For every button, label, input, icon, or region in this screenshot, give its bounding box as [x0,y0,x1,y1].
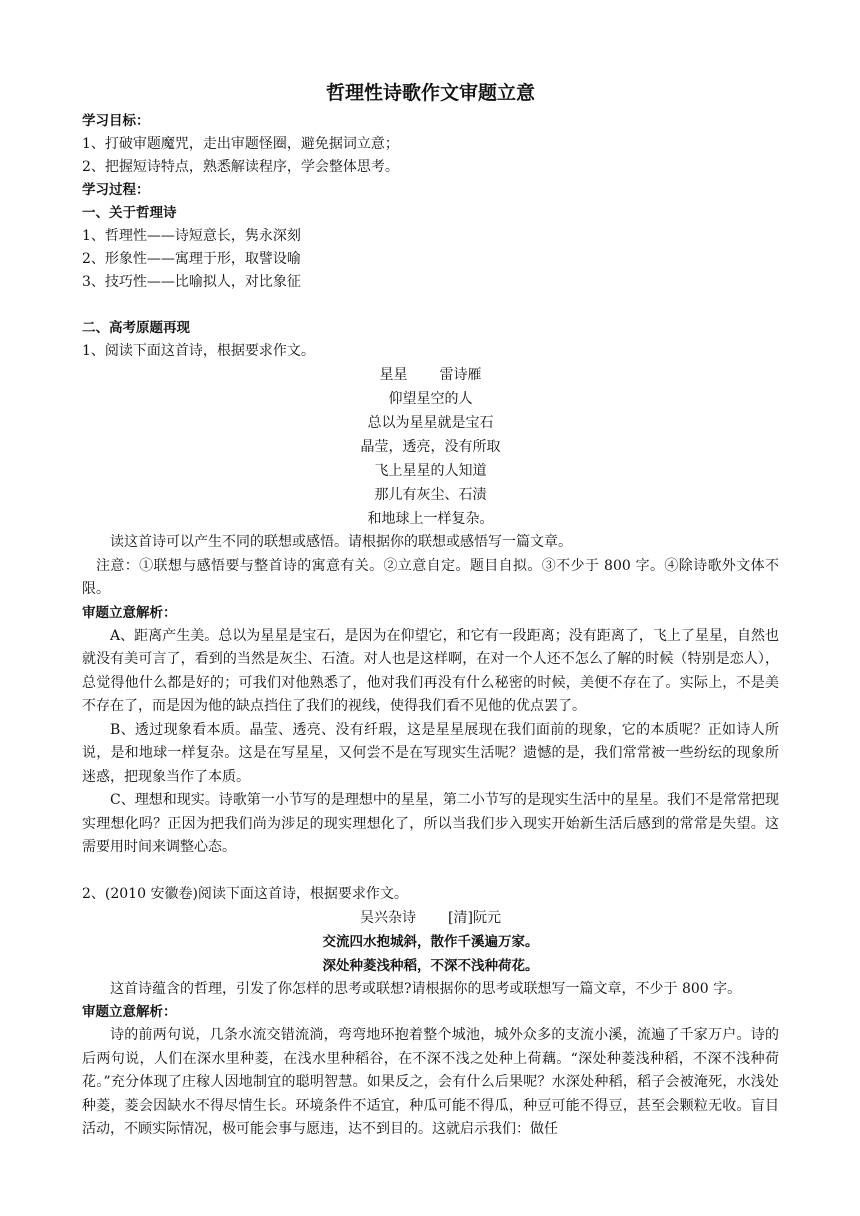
poem-author: [清]阮元 [448,909,501,926]
q1-note: 注意：①联想与感悟要与整首诗的寓意有关。②立意自定。题目自拟。③不少于 800 字。④除诗歌外文体不限。 [82,557,779,597]
q2-intro: 2、(2010 安徽卷)阅读下面这首诗，根据要求作文。 [82,885,408,902]
section1-heading: 一、关于哲理诗 [82,205,177,221]
page-title: 哲理性诗歌作文审题立意 [325,82,535,104]
poem-line: 总以为星星就是宝石 [367,415,494,431]
q1-prompt: 读这首诗可以产生不同的联想或感悟。请根据你的联想或感悟写一篇文章。 [110,534,572,550]
poem-title: 星星 [379,367,408,383]
q2-analysis-heading: 审题立意解析： [82,1004,177,1020]
poem-line: 仰望星空的人 [388,391,473,407]
analysis-paragraph: 诗的前两句说，几条水流交错流淌，弯弯地环抱着整个城池，城外众多的支流小溪，流遍了千家万户。诗的后两句说，人们在深水里种菱，在浅水里种稻谷，在不深不浅之处种上荷藕。“深处种菱浅种稻，不深不浅种荷花。”充分体现了庄稼人因地制宜的聪明智慧。如果反之，会有什么后果呢？水深处种稻，稻子会被淹死，水浅处种菱，菱会因缺水不得尽情生长。环境条件不适宜，种瓜可能不得瓜，种豆可能不得豆，甚至会颗粒无收。盲目活动，不顾实际情况，极可能会事与愿违，达不到目的。这就启示我们：做任 [82,1027,779,1137]
section1-item: 1、哲理性——诗短意长，隽永深刻 [82,228,301,244]
poem-xingxing [82,363,779,531]
section1-item: 2、形象性——寓理于形，取譬设喻 [82,251,301,267]
section2-heading: 二、高考原题再现 [82,320,190,336]
process-heading: 学习过程： [82,182,150,198]
goal-item: 1、打破审题魔咒，走出审题怪圈，避免据词立意； [82,136,399,152]
poem-heading [82,906,779,930]
q1-intro: 1、阅读下面这首诗，根据要求作文。 [82,343,315,359]
poem-line: 和地球上一样复杂。 [367,511,494,527]
poem-line: 晶莹，透亮，没有所取 [360,439,501,455]
goal-item: 2、把握短诗特点，熟悉解读程序，学会整体思考。 [82,159,399,175]
poem-heading [82,363,779,387]
q1-analysis-heading: 审题立意解析： [82,604,177,621]
analysis-paragraph: C、理想和现实。诗歌第一小节写的是理想中的星星，第二小节写的是现实生活中的星星。我们不是常常把现实理想化吗？正因为把我们尚为涉足的现实理想化了，所以当我们步入现实开始新生活后感到的常常是失望。这需要用时间来调整心态。 [82,792,779,855]
poem-line: 飞上星星的人知道 [374,463,487,479]
poem-wuxing [82,906,779,978]
analysis-paragraph: B、透过现象看本质。晶莹、透亮、没有纤瑕，这是星星展现在我们面前的现象，它的本质呢？正如诗人所说，是和地球一样复杂。这是在写星星，又何尝不是在写现实生活呢？遗憾的是，我们常常被一些纷纭的现象所迷惑，把现象当作了本质。 [82,721,779,785]
poem-title: 吴兴杂诗 [360,909,417,926]
poem-author: 雷诗雁 [439,367,482,383]
goals-heading: 学习目标： [82,113,150,129]
poem-line: 交流四水抱城斜，散作千溪遍万家。 [322,933,539,950]
analysis-paragraph: A、距离产生美。总以为星星是宝石，是因为在仰望它，和它有一段距离；没有距离了，飞上了星星，自然也就没有美可言了，看到的当然是灰尘、石渣。对人也是这样啊，在对一个人还不怎么了解的时候（特别是恋人），总觉得他什么都是好的；可我们对他熟悉了，他对我们再没有什么秘密的时候，美便不存在了。实际上，不是美不存在了，而是因为他的缺点挡住了我们的视线，使得我们看不见他的优点罢了。 [82,627,779,714]
q2-prompt: 这首诗蕴含的哲理，引发了你怎样的思考或联想?请根据你的思考或联想写一篇文章，不少于 800 字。 [110,980,742,997]
poem-line: 那儿有灰尘、石渍 [374,487,487,503]
poem-line: 深处种菱浅种稻，不深不浅种荷花。 [322,957,539,974]
document-page [82,80,779,1142]
section1-item: 3、技巧性——比喻拟人，对比象征 [82,274,301,290]
